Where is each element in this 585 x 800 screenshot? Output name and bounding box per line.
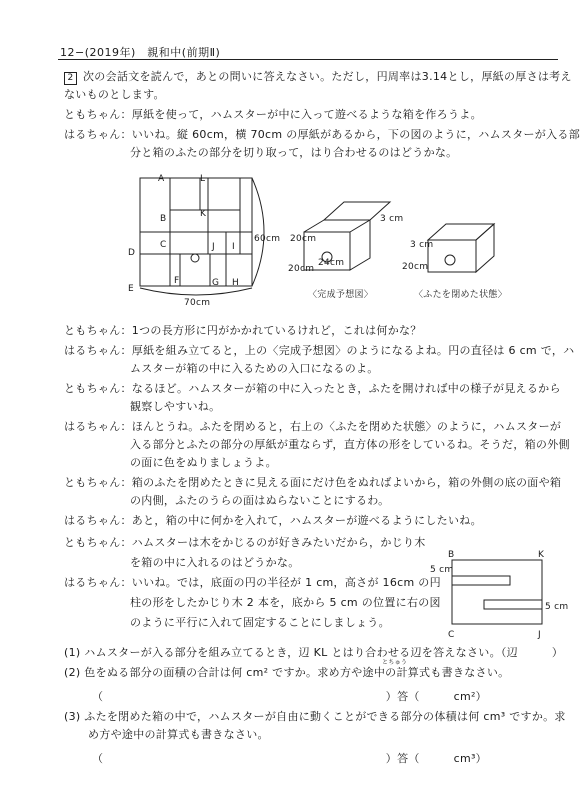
- net-label-B: B: [160, 214, 167, 224]
- box-width-label: 24cm: [318, 258, 345, 268]
- side-5cm-top: 5 cm: [430, 565, 454, 575]
- dialogue-line: ともちゃん：1つの長方形に円がかかれているけれど，これは何かな？: [64, 324, 422, 337]
- side-label-J: J: [538, 630, 541, 640]
- net-label-J: J: [212, 242, 215, 252]
- page-header: 12−(2019年) 親和中(前期Ⅱ): [60, 46, 221, 59]
- dialogue-line: はるちゃん：厚紙を組み立てると，上の〈完成予想図〉のようになるよね。円の直径は 6 cm で，ハ: [64, 344, 575, 357]
- dialogue-line: 入る部分とふたの部分の厚紙が重ならず，直方体の形をしているね。そうだ，箱の外側: [130, 438, 570, 451]
- dialogue-line: ともちゃん：厚紙を使って，ハムスターが中に入って遊べるような箱を作ろうよ。: [64, 108, 482, 121]
- net-height-label: 60cm: [254, 234, 281, 244]
- gnaw-stick-upper: [452, 576, 510, 585]
- dialogue-line: のように平行に入れて固定することにしましょう。: [130, 616, 390, 629]
- net-entrance-circle: [191, 254, 199, 262]
- dialogue-line: の内側，ふたのうらの面はぬらないことにするわ。: [130, 494, 390, 507]
- net-label-I: I: [232, 242, 235, 252]
- question-3: (3) ふたを閉めた箱の中で，ハムスターが自由に動くことができる部分の体積は何 cm³ ですか。求: [64, 710, 566, 723]
- net-label-L: L: [200, 174, 206, 184]
- lid-height-label: 3 cm: [380, 214, 404, 224]
- question-3-line-2: め方や途中の計算式も書きなさい。: [88, 728, 269, 741]
- q2-ruby: とちゅう: [382, 659, 408, 666]
- side-label-C: C: [448, 630, 455, 640]
- box-depth-label: 20cm: [290, 234, 317, 244]
- dialogue-line: の面に色をぬりましょうよ。: [130, 456, 277, 469]
- net-label-E: E: [128, 284, 134, 294]
- net-label-C: C: [160, 240, 167, 250]
- question-number-box: 2: [64, 72, 77, 85]
- dialogue-line: 柱の形をしたかじり木 2 本を，底から 5 cm の位置に右の図: [130, 596, 441, 609]
- caption-closed: 〈ふたを閉めた状態〉: [414, 290, 508, 300]
- side-label-K: K: [538, 550, 545, 560]
- dialogue-line: はるちゃん：いいね。では，底面の円の半径が 1 cm，高さが 16cm の円: [64, 576, 441, 589]
- question-2: (2) 色をぬる部分の面積の合計は何 cm² ですか。求め方や途中の計算式も書きなさい。: [64, 666, 510, 679]
- closed-box-front: [428, 240, 476, 272]
- side-5cm-bottom: 5 cm: [545, 602, 569, 612]
- side-view-outline: [452, 560, 542, 624]
- box-height-label: 20cm: [288, 264, 315, 274]
- box-side-face: [350, 220, 370, 270]
- net-label-H: H: [232, 278, 240, 288]
- net-label-F: F: [174, 276, 180, 286]
- gnaw-stick-lower: [484, 600, 542, 609]
- dialogue-line: はるちゃん：ほんとうね。ふたを閉めると，右上の〈ふたを閉めた状態〉のように，ハムスターが: [64, 420, 562, 433]
- question-2-answer-area[interactable]: （ ）答（ cm²）: [92, 690, 487, 703]
- net-label-K: K: [200, 209, 207, 219]
- side-label-B: B: [448, 550, 455, 560]
- dialogue-line: を箱の中に入れるのはどうかな。: [130, 556, 300, 569]
- net-label-G: G: [212, 278, 220, 288]
- dialogue-line: ともちゃん：なるほど。ハムスターが箱の中に入ったとき，ふたを開ければ中の様子が見えるから: [64, 382, 561, 395]
- dialogue-line: 分と箱のふたの部分を切り取って，はり合わせるのはどうかな。: [130, 146, 458, 159]
- question-1: (1) ハムスターが入る部分を組み立てるとき，辺 KL とはり合わせる辺を答えなさい。（辺 ）: [64, 646, 564, 659]
- question-intro-line-2: ないものとします。: [64, 88, 165, 101]
- dialogue-line: はるちゃん：あと，箱の中に何かを入れて，ハムスターが遊べるようにしたいね。: [64, 514, 482, 527]
- dialogue-line: ともちゃん：ハムスターは木をかじるのが好きみたいだから，かじり木: [64, 536, 426, 549]
- question-intro-line-1: 2 次の会話文を読んで，あとの問いに答えなさい。ただし，円周率は3.14とし，厚紙の厚さは考え: [64, 70, 572, 85]
- net-label-A: A: [158, 174, 165, 184]
- dialogue-line: 観察しやすいね。: [130, 400, 221, 413]
- question-3-answer-area[interactable]: （ ）答（ cm³）: [92, 752, 487, 765]
- net-lid-region: [170, 178, 200, 210]
- net-width-label: 70cm: [184, 298, 211, 308]
- dialogue-line: はるちゃん：いいね。縦 60cm，横 70cm の厚紙があるから，下の図のように，ハムスターが入る部: [64, 128, 581, 141]
- dialogue-line: ムスターが箱の中に入るための入口になるのよ。: [130, 362, 379, 375]
- closed-lid-label: 3 cm: [410, 240, 434, 250]
- caption-complete: 〈完成予想図〉: [308, 290, 374, 300]
- closed-height-label: 20cm: [402, 262, 429, 272]
- dialogue-line: ともちゃん：箱のふたを閉めたときに見える面にだけ色をぬればよいから，箱の外側の底の面や箱: [64, 476, 562, 489]
- net-label-D: D: [128, 248, 136, 258]
